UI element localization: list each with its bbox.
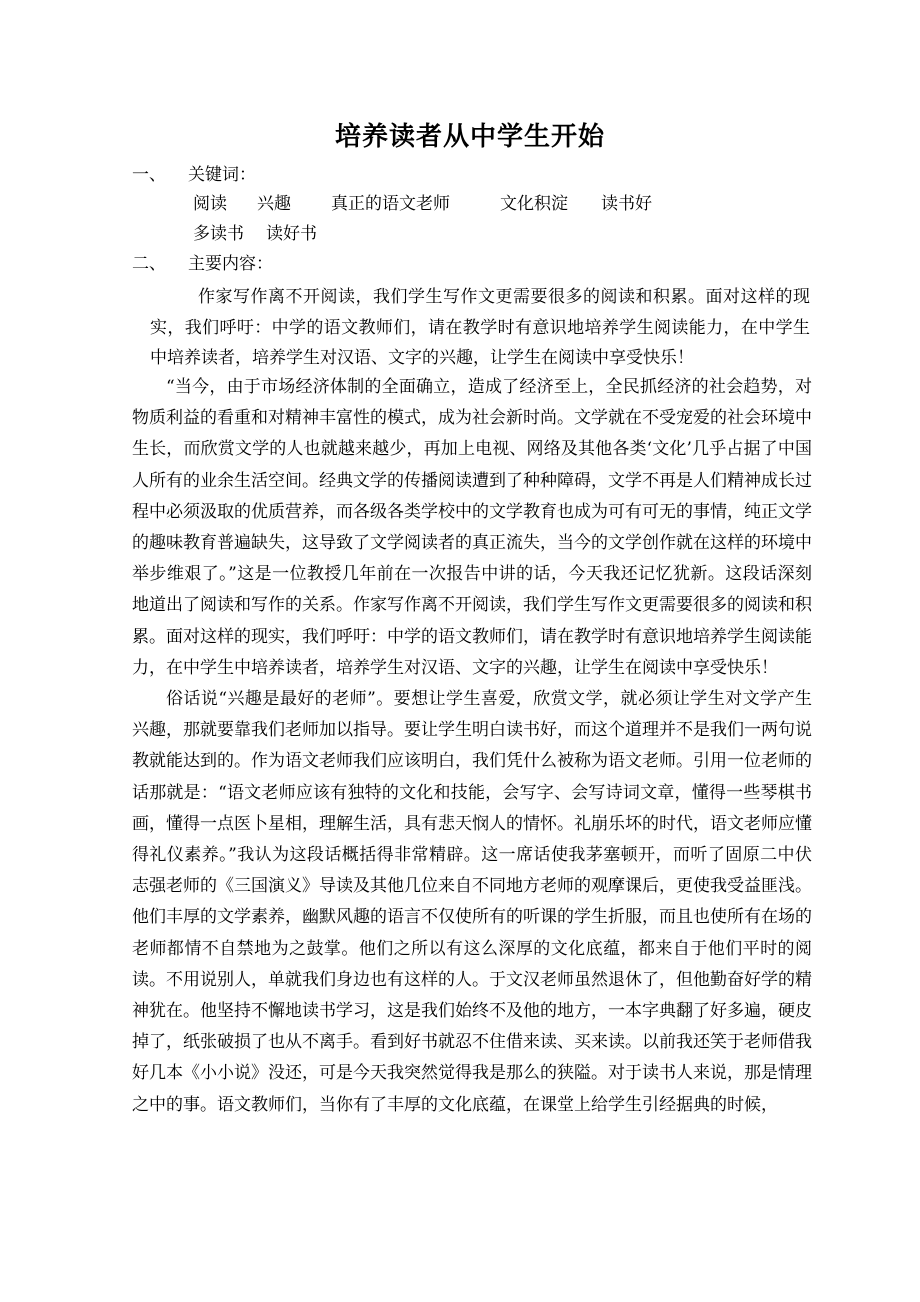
section-number: 一、 — [132, 165, 166, 185]
section-heading: 主要内容： — [188, 254, 273, 274]
section-heading: 关键词： — [188, 165, 256, 185]
keyword: 兴趣 — [257, 194, 291, 214]
keyword: 读书好 — [601, 194, 652, 214]
keyword: 阅读 — [193, 194, 227, 214]
page-title: 培养读者从中学生开始 — [334, 122, 605, 152]
section-number: 二、 — [132, 254, 166, 274]
keyword: 文化积淀 — [500, 194, 568, 214]
keyword: 真正的语文老师 — [331, 194, 450, 214]
body-paragraph: 俗话说“兴趣是最好的老师”。要想让学生喜爱，欣赏文学，就必须让学生对文学产生兴趣，那就要靠我们老师加以指导。要让学生明白读书好，而这个道理并不是我们一两句说教就能达到的。作为语文老师我们应该明白，我们凭什么被称为语文老师。引用一位老师的话那就是：“语文老师应该有独特的文化和技能，会写字、会写诗词文章，懂得一些琴棋书画，懂得一点医卜星相，理解生活，具有悲天悯人的情怀。礼崩乐坏的时代，语文老师应懂得礼仪素养。”我认为这段话概括得非常精辟。这一席话使我茅塞顿开，而听了固原二中伏志强老师的《三国演义》导读及其他几位来自不同地方老师的观摩课后，更使我受益匪浅。他们丰厚的文学素养，幽默风趣的语言不仅使所有的听课的学生折服，而且也使所有在场的老师都情不自禁地为之鼓掌。他们之所以有这么深厚的文化底蕴，都来自于他们平时的阅读。不用说别人，单就我们身边也有这样的人。于文汉老师虽然退休了，但他勤奋好学的精神犹在。他坚持不懈地读书学习，这是我们始终不及他的地方，一本字典翻了好多遍，硬皮掉了，纸张破损了也从不离手。看到好书就忍不住借来读、买来读。以前我还笑于老师借我好几本《小小说》没还，可是今天我突然觉得我是那么的狭隘。对于读书人来说，那是情理之中的事。语文教师们，当你有了丰厚的文化底蕴，在课堂上给学生引经据典的时候， — [132, 689, 812, 1115]
body-paragraph: “当今，由于市场经济体制的全面确立，造成了经济至上，全民抓经济的社会趋势，对物质利益的看重和对精神丰富性的模式，成为社会新时尚。文学就在不受宠爱的社会环境中生长，而欣赏文学的人也就越来越少，再加上电视、网络及其他各类‘文化’几乎占据了中国人所有的业余生活空间。经典文学的传播阅读遭到了种种障碍，文学不再是人们精神成长过程中必须汲取的优质营养，而各级各类学校中的文学教育也成为可有可无的事情，纯正文学的趣味教育普遍缺失，这导致了文学阅读者的真正流失，当今的文学创作就在这样的环境中举步维艰了。”这是一位教授几年前在一次报告中讲的话，今天我还记忆犹新。这段话深刻地道出了阅读和写作的关系。作家写作离不开阅读，我们学生写作文更需要很多的阅读和积累。面对这样的现实，我们呼吁：中学的语文教师们，请在教学时有意识地培养学生阅读能力，在中学生中培养读者，培养学生对汉语、文字的兴趣，让学生在阅读中享受快乐！ — [132, 377, 812, 678]
keyword: 读好书 — [266, 224, 317, 244]
body-text — [132, 372, 812, 1121]
keyword: 多读书 — [193, 224, 244, 244]
intro-paragraph: 作家写作离不开阅读，我们学生写作文更需要很多的阅读和积累。面对这样的现实，我们呼吁：中学的语文教师们，请在教学时有意识地培养学生阅读能力，在中学生中培养读者，培养学生对汉语、文字的兴趣，让学生在阅读中享受快乐！ — [150, 287, 810, 368]
